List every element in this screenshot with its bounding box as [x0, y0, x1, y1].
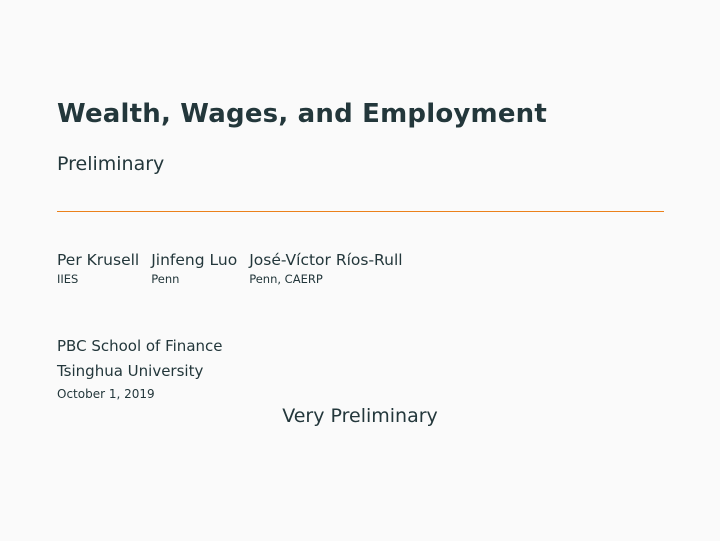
author-1 [57, 251, 139, 286]
author-name: Per Krusell [57, 251, 140, 269]
author-list [57, 251, 403, 286]
author-name: José-Víctor Ríos-Rull [249, 251, 403, 269]
author-name: Jinfeng Luo [151, 251, 238, 269]
author-affiliation: Penn [151, 272, 180, 286]
presentation-title: Wealth, Wages, and Employment [57, 99, 548, 129]
institute-line-1: PBC School of Finance [57, 337, 223, 355]
presentation-date: October 1, 2019 [57, 387, 155, 401]
author-2 [151, 251, 237, 286]
presentation-subtitle: Preliminary [57, 153, 165, 175]
preliminary-note: Very Preliminary [282, 405, 438, 427]
institute-line-2: Tsinghua University [57, 362, 204, 380]
title-divider [57, 211, 664, 212]
author-affiliation: Penn, CAERP [249, 272, 323, 286]
institute [57, 334, 223, 384]
author-affiliation: IIES [57, 272, 79, 286]
author-3 [249, 251, 402, 286]
